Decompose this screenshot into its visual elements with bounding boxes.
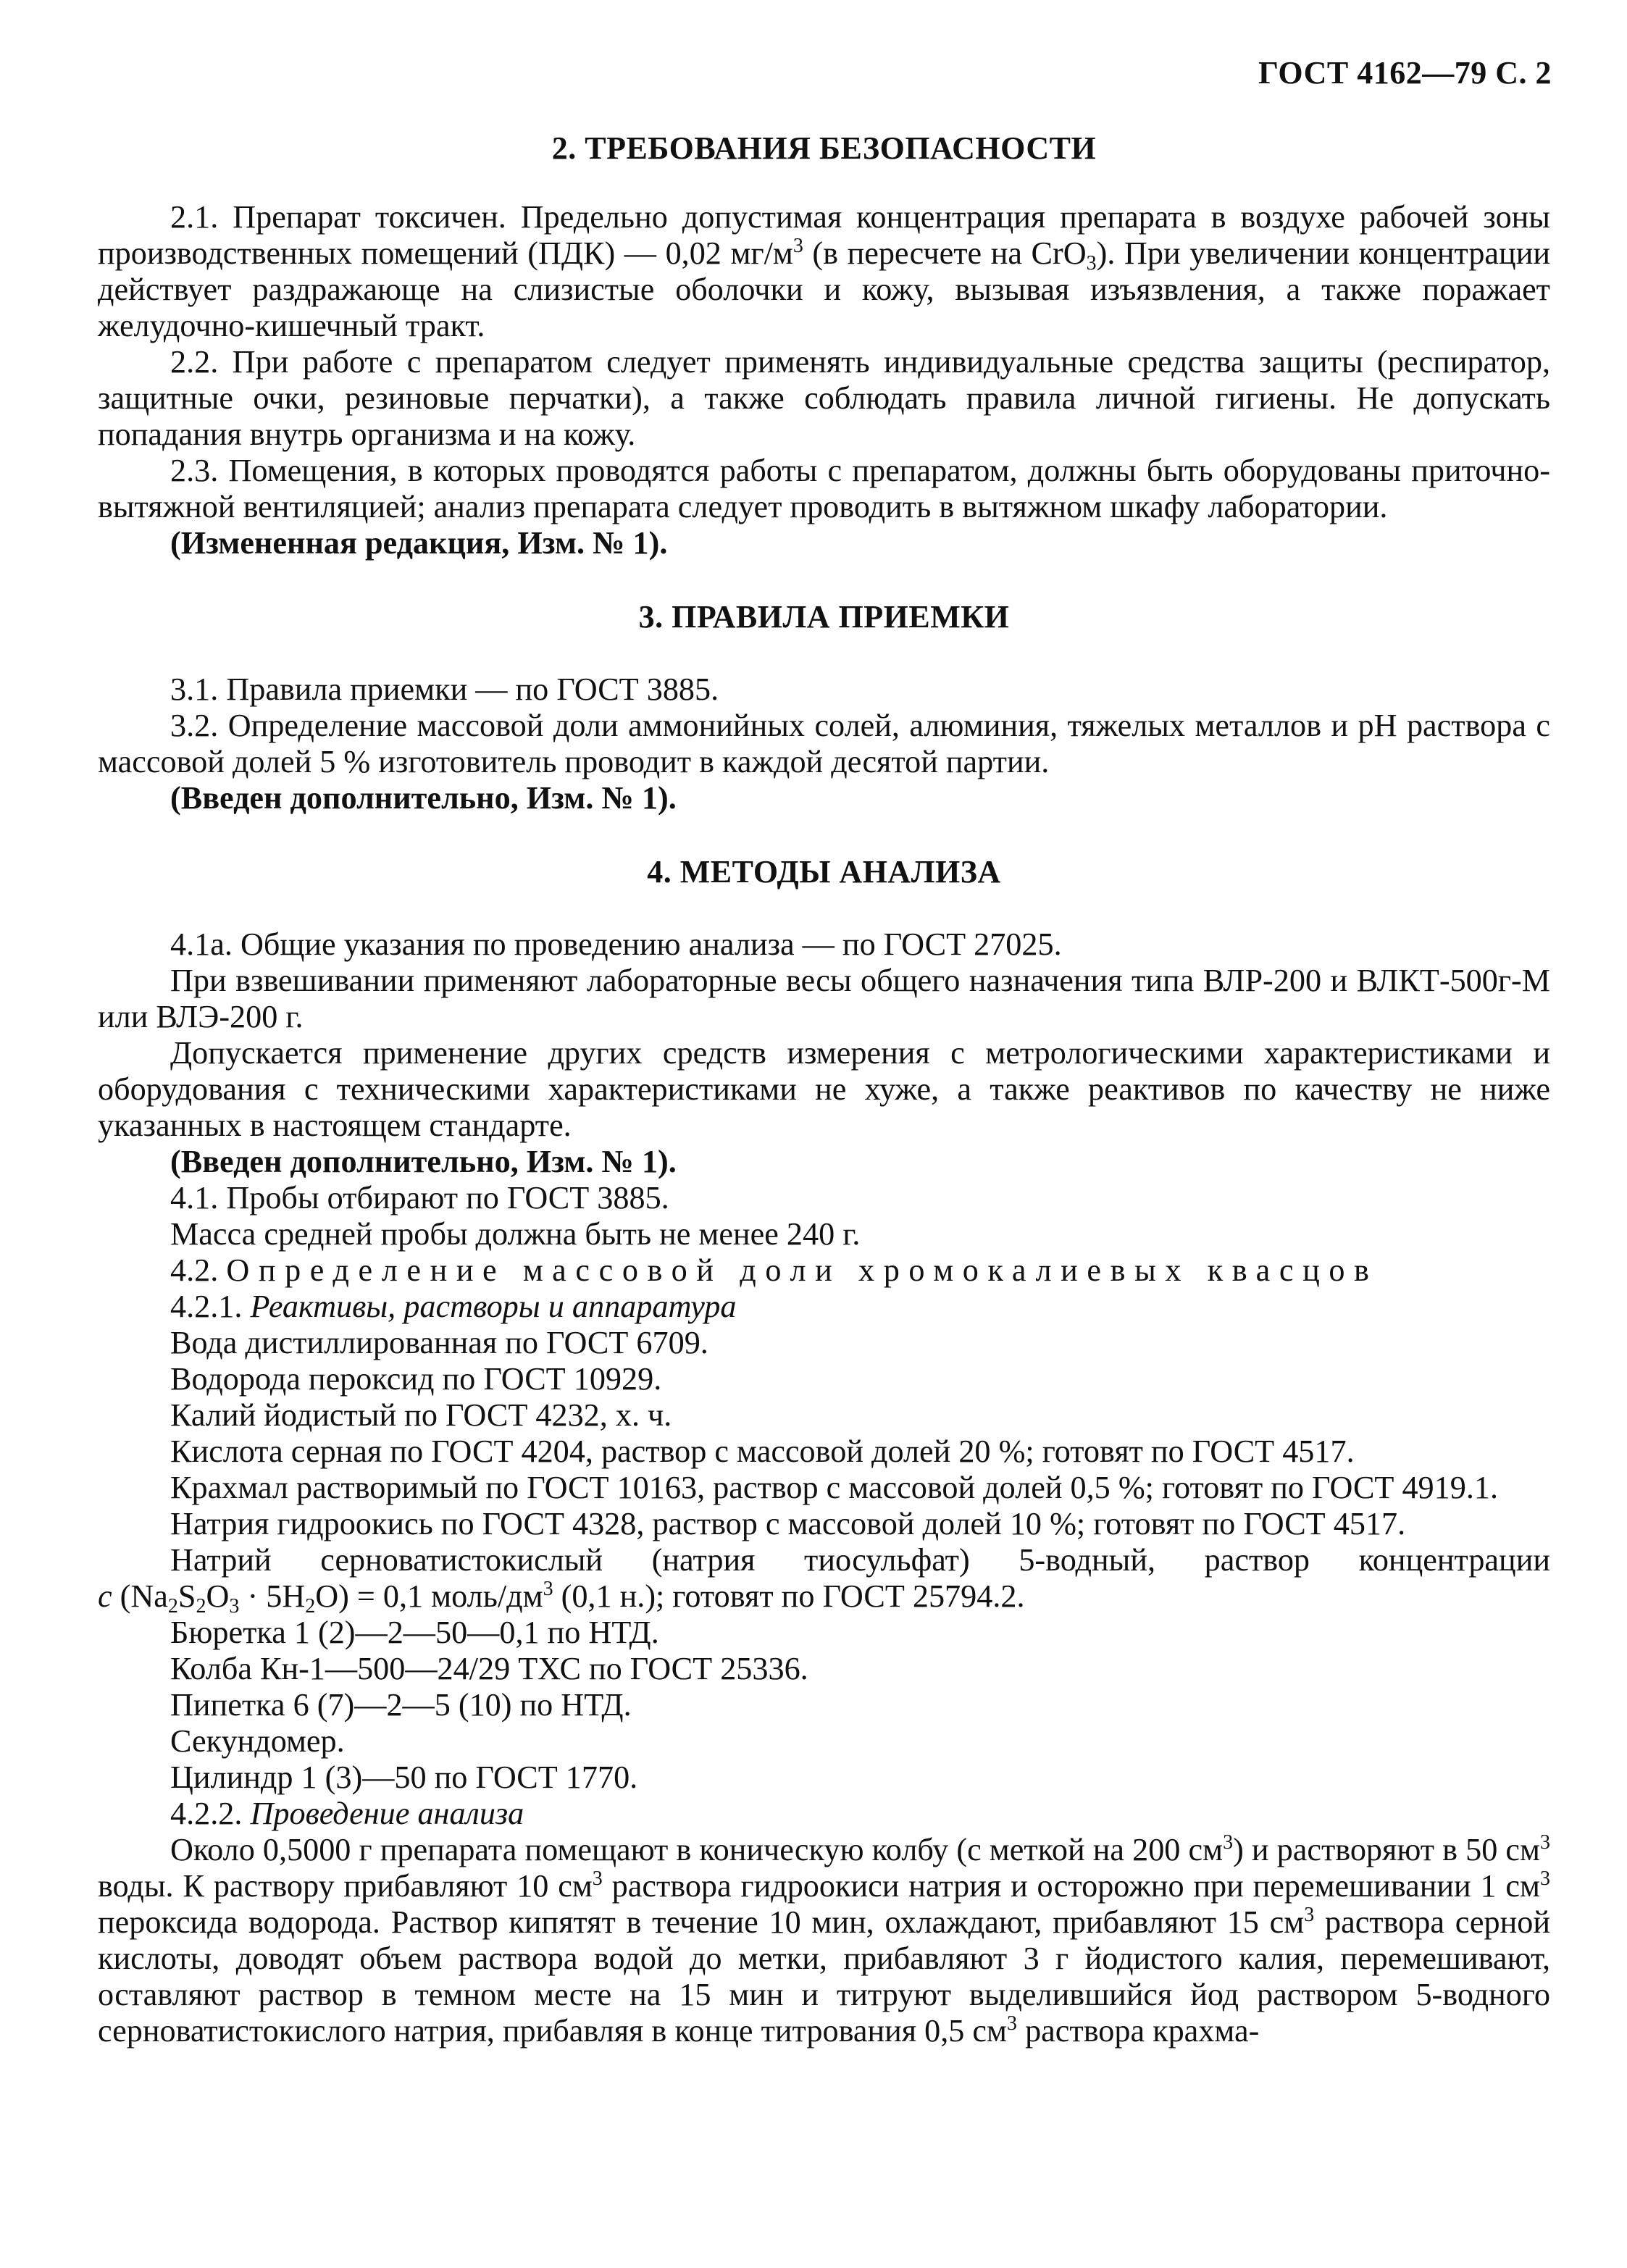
reagent-sulfuric-acid: Кислота серная по ГОСТ 4204, раствор с массовой долей 20 %; готовят по ГОСТ 4517. bbox=[170, 1434, 1355, 1469]
paragraph-2-2: 2.2. При работе с препаратом следует применять индивидуальные средства защиты (респиратор, защитные очки, резиновые перчатки), а также соблюдать правила личной гигиены. Не допускать попадания внутрь организма и на кожу. bbox=[98, 344, 1550, 452]
paragraph-3-1: 3.1. Правила приемки — по ГОСТ 3885. bbox=[170, 671, 719, 707]
reagent-sodium-thiosulfate: Натрий серноватистокислый (натрия тиосульфат) 5-водный, раствор концентрации c $(Na_2S_2O_3 \cdot 5H_2O) = 0,1$ моль/$дм^3$ (0,1 н.); готовят по ГОСТ 25794.2. bbox=[98, 1542, 1550, 1618]
amendment-note-4: (Введен дополнительно, Изм. № 1). bbox=[170, 1144, 677, 1179]
paragraph-4-1a: 4.1а. Общие указания по проведению анализа — по ГОСТ 27025. bbox=[170, 926, 1062, 962]
paragraph-sample-mass: Масса средней пробы должна быть не менее 240 г. bbox=[170, 1216, 861, 1252]
reagent-water: Вода дистиллированная по ГОСТ 6709. bbox=[170, 1325, 708, 1360]
page-content bbox=[98, 130, 1550, 2049]
page-header: ГОСТ 4162—79 С. 2 bbox=[1258, 55, 1552, 91]
paragraph-weighing: При взвешивании применяют лабораторные весы общего назначения типа ВЛР-200 и ВЛКТ-500г-М или ВЛЭ-200 г. bbox=[98, 963, 1550, 1034]
paragraph-3-2: 3.2. Определение массовой доли аммонийных солей, алюминия, тяжелых металлов и pH раствора с массовой долей 5 % изготовитель проводит в каждой десятой партии. bbox=[98, 708, 1550, 779]
paragraph-4-2-1-heading: 4.2.1. Реактивы, растворы и аппаратура bbox=[170, 1289, 737, 1324]
paragraph-2-1: 2.1. Препарат токсичен. Предельно допустимая концентрация препарата в воздухе рабочей зоны производственных помещений (ПДК) — 0,02 $мг/м^3$ (в пересчете на CrO$_3$). При увеличении концентрации действует раздражающе на слизистые оболочки и кожу, вызывая изъязвления, а также поражает желудочно-кишечный тракт. bbox=[98, 199, 1550, 343]
paragraph-4-1: 4.1. Пробы отбирают по ГОСТ 3885. bbox=[170, 1180, 669, 1215]
paragraph-procedure: Около 0,5000 г препарата помещают в коническую колбу (с меткой на 200 $см^3$) и растворяют в 50 $см^3$ воды. К раствору прибавляют 10 $см^3$ раствора гидроокиси натрия и осторожно при перемешивании 1 $см^3$ пероксида водорода. Раствор кипятят в течение 10 мин, охлаждают, прибавляют 15 $см^3$ раствора серной кислоты, доводят объем раствора водой до метки, прибавляют 3 г йодистого калия, перемешивают, оставляют раствор в темном месте на 15 мин и титруют выделившийся йод раствором 5-водного серноватистокислого натрия, прибавляя в конце титрования 0,5 $см^3$ раствора крахма- bbox=[98, 1831, 1551, 2049]
reagent-starch: Крахмал растворимый по ГОСТ 10163, раствор с массовой долей 0,5 %; готовят по ГОСТ 4919.1. bbox=[170, 1470, 1499, 1505]
apparatus-stopwatch: Секундомер. bbox=[170, 1723, 345, 1759]
section-4-title: 4. МЕТОДЫ АНАЛИЗА bbox=[647, 854, 1001, 890]
amendment-note-2: (Измененная редакция, Изм. № 1). bbox=[170, 525, 668, 561]
paragraph-2-3: 2.3. Помещения, в которых проводятся работы с препаратом, должны быть оборудованы приточно-вытяжной вентиляцией; анализ препарата следует проводить в вытяжном шкафу лаборатории. bbox=[98, 453, 1550, 524]
amendment-note-3: (Введен дополнительно, Изм. № 1). bbox=[170, 780, 677, 816]
reagent-peroxide: Водорода пероксид по ГОСТ 10929. bbox=[170, 1361, 662, 1397]
paragraph-4-2-heading: 4.2. Определение массовой доли хромокалиевых квасцов bbox=[170, 1252, 1379, 1288]
section-3-title: 3. ПРАВИЛА ПРИЕМКИ bbox=[638, 599, 1010, 635]
reagent-potassium-iodide: Калий йодистый по ГОСТ 4232, х. ч. bbox=[170, 1397, 672, 1433]
paragraph-allowed: Допускается применение других средств измерения с метрологическими характеристиками и оборудования с техническими характеристиками не хуже, а также реактивов по качеству не ниже указанных в настоящем стандарте. bbox=[98, 1035, 1550, 1143]
apparatus-burette: Бюретка 1 (2)—2—50—0,1 по НТД. bbox=[170, 1615, 659, 1650]
section-2-title: 2. ТРЕБОВАНИЯ БЕЗОПАСНОСТИ bbox=[551, 130, 1097, 166]
paragraph-4-2-2-heading: 4.2.2. Проведение анализа bbox=[170, 1796, 524, 1831]
reagent-sodium-hydroxide: Натрия гидроокись по ГОСТ 4328, раствор с массовой долей 10 %; готовят по ГОСТ 4517. bbox=[170, 1506, 1406, 1541]
apparatus-cylinder: Цилиндр 1 (3)—50 по ГОСТ 1770. bbox=[170, 1759, 638, 1795]
apparatus-flask: Колба Кн-1—500—24/29 ТХС по ГОСТ 25336. bbox=[170, 1651, 808, 1686]
apparatus-pipette: Пипетка 6 (7)—2—5 (10) по НТД. bbox=[170, 1687, 632, 1723]
